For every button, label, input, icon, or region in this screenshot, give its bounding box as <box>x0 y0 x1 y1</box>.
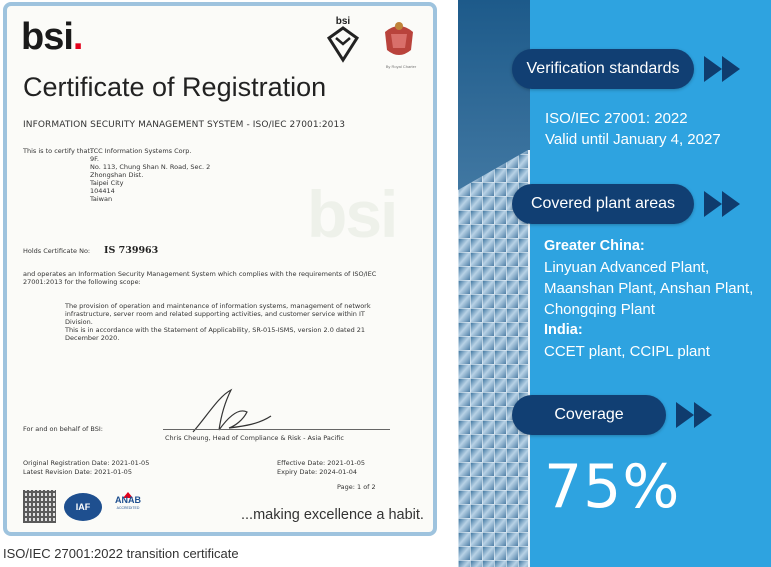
page-number: Page: 1 of 2 <box>337 483 376 491</box>
anab-label: ANAB <box>115 495 141 505</box>
greater-china-plants <box>544 236 753 320</box>
region-title: India: <box>544 322 583 338</box>
double-chevron-right-icon <box>704 56 748 82</box>
verification-line: Valid until January 4, 2027 <box>545 131 721 148</box>
bsi-logo: bsi. <box>21 16 83 58</box>
iaf-logo-icon: IAF <box>64 493 102 521</box>
covered-plant-areas-pill: Covered plant areas <box>512 184 694 224</box>
crest-caption: By Royal Charter <box>385 64 417 69</box>
double-chevron-right-icon <box>676 402 720 428</box>
address-line: Zhongshan Dist. <box>90 171 144 179</box>
qr-code-icon <box>23 490 56 523</box>
company-address <box>90 147 210 203</box>
original-registration-date: Original Registration Date: 2021-01-05 <box>23 459 150 467</box>
bsi-tagline: ...making excellence a habit. <box>241 507 424 523</box>
bsi-kitemark-icon <box>321 14 365 64</box>
operates-statement: and operates an Information Security Management System which complies with the requirements of ISO/IEC 27001:2013 for the following scope: <box>23 270 377 286</box>
certificate-scheme: INFORMATION SECURITY MANAGEMENT SYSTEM - ISO/IEC 27001:2013 <box>23 120 346 130</box>
plant-line: Linyuan Advanced Plant, <box>544 259 710 276</box>
certificate-caption: ISO/IEC 27001:2022 transition certificate <box>3 546 239 561</box>
soa-text: This is in accordance with the Statement of Applicability, SR-015-ISMS, version 2.0 dated 21 December 2020. <box>65 326 366 342</box>
certify-intro: This is to certify that: <box>23 147 93 155</box>
svg-text:bsi: bsi <box>335 16 351 27</box>
certificate-scope <box>65 302 385 342</box>
bsi-watermark: bsi <box>307 177 397 251</box>
scope-text: The provision of operation and maintenance of information systems, management of network infrastructure, server room and related supporting activities, and customer service within IT Division. <box>65 302 371 326</box>
address-line: 104414 <box>90 187 115 195</box>
signature-line <box>163 429 390 430</box>
signer-name: Chris Cheung, Head of Compliance & Risk - Asia Pacific <box>165 434 344 442</box>
address-line: 9F. <box>90 155 99 163</box>
region-title: Greater China: <box>544 238 645 254</box>
certificate-number: IS 739963 <box>104 245 159 256</box>
certificate-title: Certificate of Registration <box>23 72 327 102</box>
double-chevron-right-icon <box>704 191 748 217</box>
india-plants <box>544 320 710 362</box>
plant-line: Maanshan Plant, Anshan Plant, <box>544 280 754 297</box>
on-behalf-label: For and on behalf of BSI: <box>23 425 103 433</box>
royal-charter-crest-icon <box>375 16 423 64</box>
verification-line: ISO/IEC 27001: 2022 <box>545 110 688 127</box>
verification-details <box>545 108 721 150</box>
address-line: TCC Information Systems Corp. <box>90 147 192 155</box>
address-line: No. 113, Chung Shan N. Road, Sec. 2 <box>90 163 211 171</box>
address-line: Taipei City <box>90 179 124 187</box>
plant-line: CCET plant, CCIPL plant <box>544 343 710 360</box>
address-line: Taiwan <box>90 195 113 203</box>
latest-revision-date: Latest Revision Date: 2021-01-05 <box>23 468 132 476</box>
holds-certificate-label: Holds Certificate No: <box>23 247 91 255</box>
certificate-image <box>3 2 437 536</box>
plant-line: Chongqing Plant <box>544 301 655 318</box>
effective-date: Effective Date: 2021-01-05 <box>277 459 365 467</box>
coverage-pill: Coverage <box>512 395 666 435</box>
anab-sub-label: ACCREDITED <box>116 506 140 510</box>
coverage-value: 75% <box>544 452 681 522</box>
expiry-date: Expiry Date: 2024-01-04 <box>277 468 358 476</box>
verification-standards-pill: Verification standards <box>512 49 694 89</box>
